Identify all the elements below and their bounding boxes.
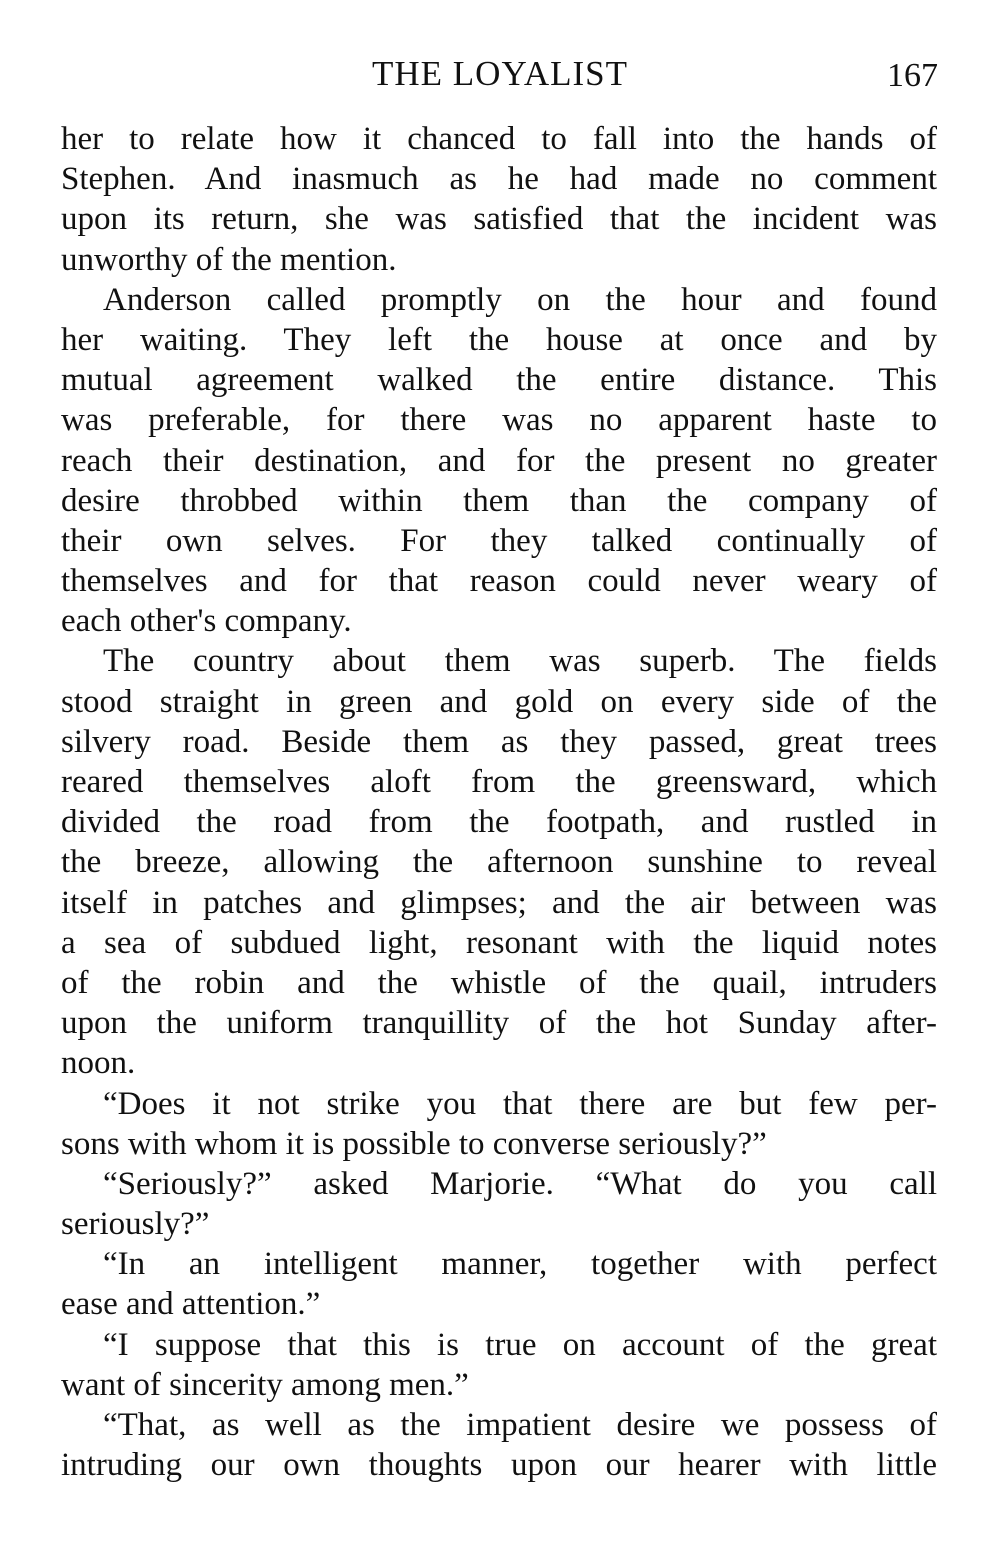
text-line: want of sincerity among men.” bbox=[61, 1366, 469, 1403]
text-line: seriously?” bbox=[61, 1206, 210, 1243]
text-line: sons with whom it is possible to converse seriously?” bbox=[61, 1125, 767, 1162]
text-line: noon. bbox=[61, 1045, 136, 1082]
text-line: ease and attention.” bbox=[61, 1286, 321, 1323]
text-line: Stephen. And inasmuch as he had made no comment bbox=[61, 161, 937, 198]
text-line: upon the uniform tranquillity of the hot Sunday after- bbox=[61, 1005, 937, 1042]
text-line: the breeze, allowing the afternoon sunshine to reveal bbox=[61, 844, 937, 881]
text-line: mutual agreement walked the entire distance. This bbox=[61, 362, 937, 399]
paragraph-first-line: The country about them was superb. The fields bbox=[103, 643, 937, 680]
text-line: silvery road. Beside them as they passed, great trees bbox=[61, 723, 937, 760]
text-line: upon its return, she was satisfied that the incident was bbox=[61, 201, 937, 238]
text-line: stood straight in green and gold on every side of the bbox=[61, 683, 937, 720]
text-line: unworthy of the mention. bbox=[61, 241, 397, 278]
paragraph-first-line: Anderson called promptly on the hour and found bbox=[103, 281, 937, 318]
text-line: reach their destination, and for the present no greater bbox=[61, 442, 937, 479]
text-line: reared themselves aloft from the greensward, which bbox=[61, 764, 937, 800]
page-header bbox=[60, 50, 940, 100]
text-line: a sea of subdued light, resonant with the liquid notes bbox=[61, 924, 937, 961]
text-line: themselves and for that reason could never weary of bbox=[61, 563, 937, 600]
text-line: of the robin and the whistle of the quail, intruders bbox=[61, 964, 937, 1001]
text-line: desire throbbed within them than the company of bbox=[61, 482, 937, 519]
text-line: their own selves. For they talked continually of bbox=[61, 522, 937, 559]
text-line: intruding our own thoughts upon our hearer with little bbox=[61, 1447, 937, 1484]
paragraph-first-line: “In an intelligent manner, together with perfect bbox=[103, 1246, 937, 1283]
paragraph-first-line: “I suppose that this is true on account of the great bbox=[103, 1326, 937, 1363]
text-line: was preferable, for there was no apparent haste to bbox=[61, 402, 937, 439]
text-line: each other's company. bbox=[61, 603, 352, 640]
paragraph-first-line: “Seriously?” asked Marjorie. “What do you call bbox=[103, 1165, 937, 1202]
text-line: itself in patches and glimpses; and the air between was bbox=[61, 884, 937, 921]
paragraph-first-line: “That, as well as the impatient desire we possess of bbox=[103, 1407, 937, 1443]
page-number: 167 bbox=[887, 57, 938, 94]
text-line: divided the road from the footpath, and rustled in bbox=[61, 804, 937, 841]
text-line: her waiting. They left the house at once and by bbox=[61, 321, 937, 358]
running-title: THE LOYALIST bbox=[372, 54, 628, 93]
text-line: her to relate how it chanced to fall into the hands of bbox=[61, 121, 937, 157]
paragraph-first-line: “Does it not strike you that there are but few per- bbox=[103, 1085, 937, 1122]
body-text bbox=[61, 119, 937, 1485]
